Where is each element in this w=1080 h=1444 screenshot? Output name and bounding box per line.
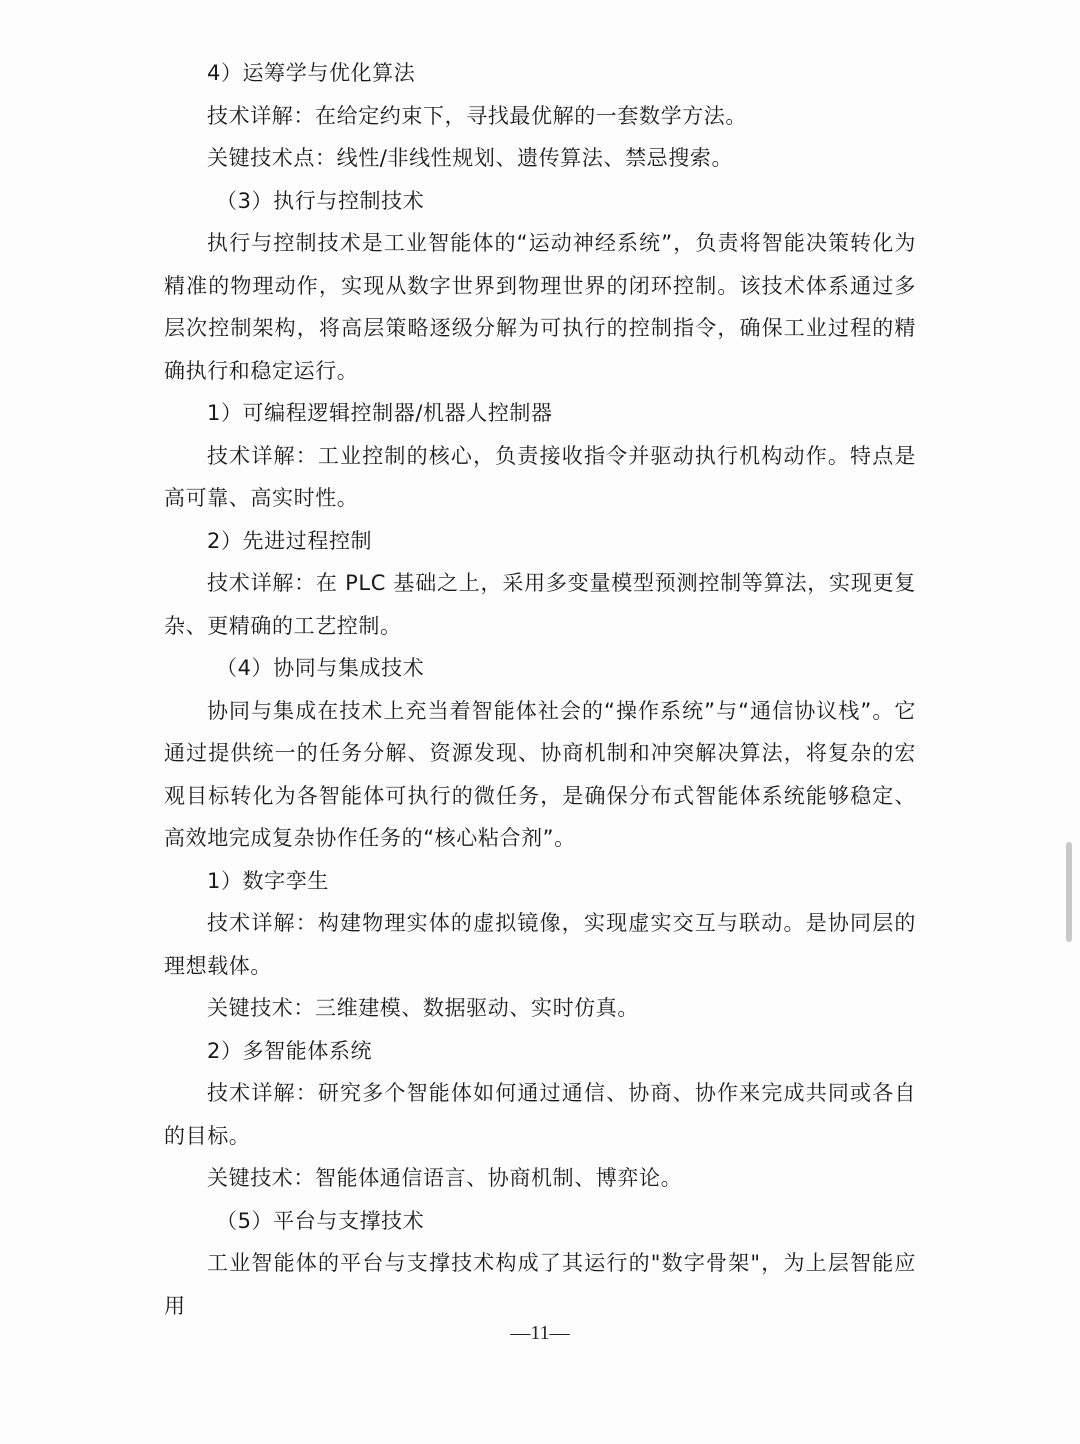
text-line: 2）多智能体系统 (207, 1038, 373, 1063)
paragraph: 协同与集成在技术上充当着智能体社会的“操作系统”与“通信协议栈”。它通过提供统一的任务分解、资源发现、协商机制和冲突解决算法，将复杂的宏观目标转化为各智能体可执行的微任务，是确保分布式智能体系统能够稳定、高效地完成复杂协作任务的“核心粘合剂”。 (164, 698, 916, 850)
paragraph: 技术详解：构建物理实体的虚拟镜像，实现虚实交互与联动。是协同层的理想载体。 (164, 911, 916, 978)
text-line: 关键技术：三维建模、数据驱动、实时仿真。 (207, 996, 639, 1020)
text-line: 1）数字孪生 (207, 868, 329, 893)
paragraph: 工业智能体的平台与支撑技术构成了其运行的"数字骨架"，为上层智能应用 (164, 1251, 916, 1318)
paragraph: 技术详解：工业控制的核心，负责接收指令并驱动执行机构动作。特点是高可靠、高实时性。 (164, 443, 916, 510)
text-line: 2）先进过程控制 (207, 528, 373, 553)
text-line: 关键技术：智能体通信语言、协商机制、博弈论。 (207, 1166, 683, 1190)
paragraph: 技术详解：在 PLC 基础之上，采用多变量模型预测控制等算法，实现更复杂、更精确的工艺控制。 (164, 571, 916, 638)
text-line: （3）执行与控制技术 (216, 188, 425, 213)
text-line: 关键技术点：线性/非线性规划、遗传算法、禁忌搜索。 (207, 146, 734, 170)
text-line: （5）平台与支撑技术 (216, 1208, 425, 1233)
paragraph: 执行与控制技术是工业智能体的“运动神经系统”，负责将智能决策转化为精准的物理动作，实现从数字世界到物理世界的闭环控制。该技术体系通过多层次控制架构，将高层策略逐级分解为可执行的控制指令，确保工业过程的精确执行和稳定运行。 (164, 231, 916, 383)
text-line: 4）运筹学与优化算法 (207, 61, 416, 85)
page-number: —11— (510, 1322, 570, 1344)
paragraph: 技术详解：研究多个智能体如何通过通信、协商、协作来完成共同或各自的目标。 (164, 1081, 916, 1148)
text-line: （4）协同与集成技术 (216, 656, 425, 680)
text-line: 技术详解：在给定约束下，寻找最优解的一套数学方法。 (207, 103, 747, 128)
page-body (164, 52, 916, 1327)
text-line: 1）可编程逻辑控制器/机器人控制器 (207, 401, 553, 425)
scrollbar-thumb[interactable] (1066, 842, 1072, 942)
